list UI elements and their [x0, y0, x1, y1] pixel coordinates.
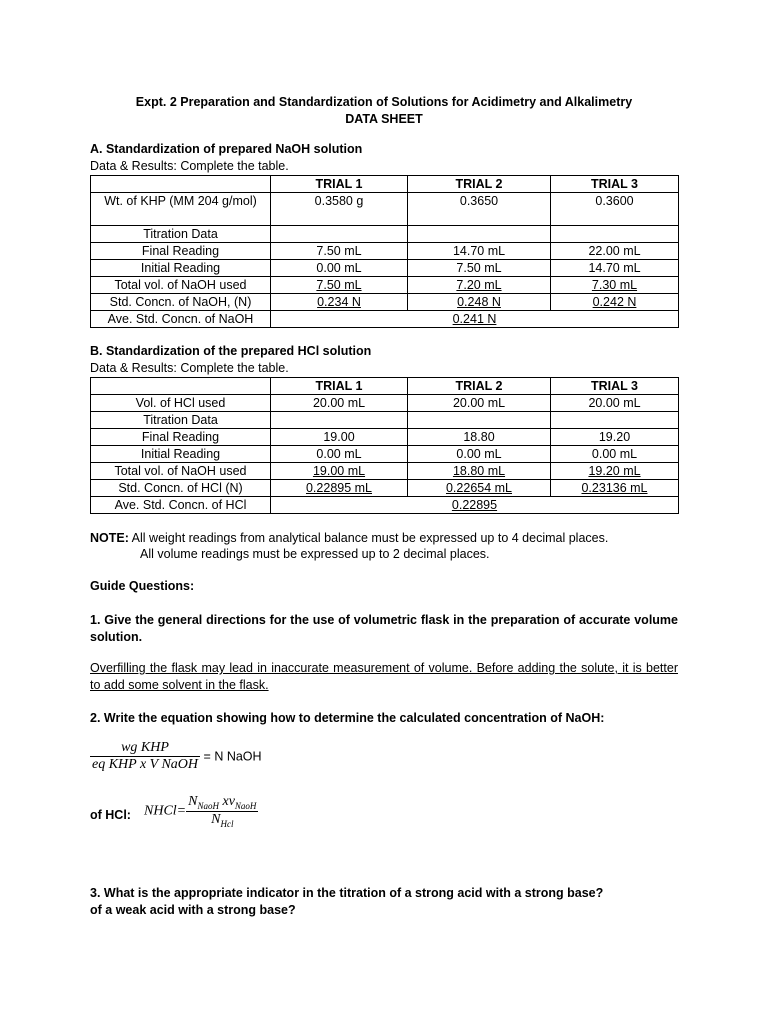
answer-1: Overfilling the flask may lead in inaccurate measurement of volume. Before adding the solute, it is better to add some solvent in the flask.	[90, 661, 678, 692]
table-row	[91, 294, 679, 311]
question-2: 2. Write the equation showing how to determine the calculated concentration of NaOH:	[90, 711, 605, 725]
header-trial-2: TRIAL 2	[408, 378, 551, 395]
table-row	[91, 277, 679, 294]
naoh-fraction	[90, 740, 200, 773]
naoh-numerator: wg KHP	[121, 740, 169, 755]
trial-1-value: 0.22895 mL	[271, 480, 408, 497]
hcl-equation-prefix: of HCl:	[90, 808, 131, 822]
header-trial-3: TRIAL 3	[551, 378, 679, 395]
guide-questions-heading: Guide Questions:	[90, 579, 195, 593]
trial-3-value: 0.242 N	[551, 294, 679, 311]
average-value: 0.241 N	[271, 311, 679, 328]
trial-1-value: 0.234 N	[271, 294, 408, 311]
note-line-2: All volume readings must be expressed up to 2 decimal places.	[140, 547, 490, 561]
header-cell-empty	[91, 378, 271, 395]
table-row	[91, 446, 679, 463]
average-label: Ave. Std. Concn. of NaOH	[91, 311, 271, 328]
trial-2-value: 0.00 mL	[408, 446, 551, 463]
table-row	[91, 260, 679, 277]
trial-2-value: 18.80 mL	[408, 463, 551, 480]
section-a-heading: A. Standardization of prepared NaOH solution	[90, 142, 363, 156]
trial-3-value: 19.20 mL	[551, 463, 679, 480]
trial-3-value: 0.00 mL	[551, 446, 679, 463]
hcl-denominator	[186, 811, 258, 829]
trial-2-value: 0.22654 mL	[408, 480, 551, 497]
question-3-line-1: 3. What is the appropriate indicator in the titration of a strong acid with a strong base?	[90, 886, 604, 900]
table-row	[91, 429, 679, 446]
header-trial-2: TRIAL 2	[408, 176, 551, 193]
trial-1-value: 0.00 mL	[271, 446, 408, 463]
hcl-den-n-sub: Hcl	[220, 818, 234, 829]
trial-2-value: 18.80	[408, 429, 551, 446]
row-label: Std. Concn. of NaOH, (N)	[91, 294, 271, 311]
row-label: Total vol. of NaOH used	[91, 277, 271, 294]
note-line-1	[90, 530, 608, 547]
question-3-line-2: of a weak acid with a strong base?	[90, 903, 296, 917]
trial-3-value: 19.20	[551, 429, 679, 446]
title-line-1: Expt. 2 Preparation and Standardization of Solutions for Acidimetry and Alkalimetry	[135, 95, 633, 109]
trial-3-value: 22.00 mL	[551, 243, 679, 260]
table-row-average	[91, 311, 679, 328]
hcl-num-x: xv	[218, 794, 235, 809]
row-label: Initial Reading	[91, 446, 271, 463]
table-row-average	[91, 497, 679, 514]
trial-2-value	[408, 412, 551, 429]
row-label: Total vol. of NaOH used	[91, 463, 271, 480]
trial-1-value	[271, 412, 408, 429]
question-3	[90, 885, 678, 919]
table-header-row	[91, 378, 679, 395]
trial-2-value: 0.248 N	[408, 294, 551, 311]
hcl-lhs: NHCl=	[144, 803, 187, 819]
hcl-standardization-table	[90, 377, 679, 514]
trial-1-value: 19.00	[271, 429, 408, 446]
trial-2-value: 7.20 mL	[408, 277, 551, 294]
row-label: Final Reading	[91, 243, 271, 260]
naoh-standardization-table	[90, 175, 679, 328]
trial-1-value: 0.00 mL	[271, 260, 408, 277]
table-row	[91, 463, 679, 480]
row-label: Wt. of KHP (MM 204 g/mol)	[91, 193, 271, 226]
trial-2-value: 14.70 mL	[408, 243, 551, 260]
row-label: Vol. of HCl used	[91, 395, 271, 412]
trial-2-value: 7.50 mL	[408, 260, 551, 277]
row-label: Final Reading	[91, 429, 271, 446]
note-text-1: All weight readings from analytical balance must be expressed up to 4 decimal places.	[128, 531, 609, 545]
trial-2-value: 20.00 mL	[408, 395, 551, 412]
table-header-row	[91, 176, 679, 193]
note-label: NOTE:	[90, 531, 129, 545]
hcl-fraction	[186, 794, 258, 829]
naoh-equation	[90, 740, 262, 773]
row-label: Std. Concn. of HCl (N)	[91, 480, 271, 497]
trial-1-value: 7.50 mL	[271, 243, 408, 260]
hcl-num-v-sub: NaoH	[234, 800, 257, 811]
table-row	[91, 480, 679, 497]
trial-2-value	[408, 226, 551, 243]
trial-1-value: 20.00 mL	[271, 395, 408, 412]
hcl-equation	[144, 794, 258, 829]
trial-2-value: 0.3650	[408, 193, 551, 226]
header-trial-3: TRIAL 3	[551, 176, 679, 193]
table-row	[91, 226, 679, 243]
section-b-heading: B. Standardization of the prepared HCl solution	[90, 344, 372, 358]
section-a-subheading: Data & Results: Complete the table.	[90, 159, 289, 173]
trial-3-value	[551, 412, 679, 429]
trial-3-value: 0.23136 mL	[551, 480, 679, 497]
trial-1-value: 0.3580 g	[271, 193, 408, 226]
table-row	[91, 193, 679, 226]
row-label: Initial Reading	[91, 260, 271, 277]
question-1: 1. Give the general directions for the use of volumetric flask in the preparation of accurate volume solution.	[90, 613, 678, 644]
trial-3-value: 0.3600	[551, 193, 679, 226]
naoh-equation-rhs: = N NaOH	[203, 749, 262, 764]
row-label: Titration Data	[91, 226, 271, 243]
trial-1-value: 7.50 mL	[271, 277, 408, 294]
header-cell-empty	[91, 176, 271, 193]
document-title	[90, 94, 678, 128]
hcl-numerator	[186, 794, 258, 811]
average-label: Ave. Std. Concn. of HCl	[91, 497, 271, 514]
section-b-subheading: Data & Results: Complete the table.	[90, 361, 289, 375]
trial-3-value: 14.70 mL	[551, 260, 679, 277]
average-value: 0.22895	[271, 497, 679, 514]
trial-3-value: 20.00 mL	[551, 395, 679, 412]
header-trial-1: TRIAL 1	[271, 378, 408, 395]
title-line-2: DATA SHEET	[345, 112, 423, 126]
trial-1-value	[271, 226, 408, 243]
header-trial-1: TRIAL 1	[271, 176, 408, 193]
table-row	[91, 395, 679, 412]
row-label: Titration Data	[91, 412, 271, 429]
trial-3-value: 7.30 mL	[551, 277, 679, 294]
hcl-den-n: N	[211, 811, 221, 827]
table-row	[91, 243, 679, 260]
hcl-num-n-sub: NaoH	[197, 800, 219, 811]
hcl-num-n: N	[188, 794, 198, 809]
trial-3-value	[551, 226, 679, 243]
trial-1-value: 19.00 mL	[271, 463, 408, 480]
naoh-denominator: eq KHP x V NaOH	[92, 757, 199, 772]
table-row	[91, 412, 679, 429]
